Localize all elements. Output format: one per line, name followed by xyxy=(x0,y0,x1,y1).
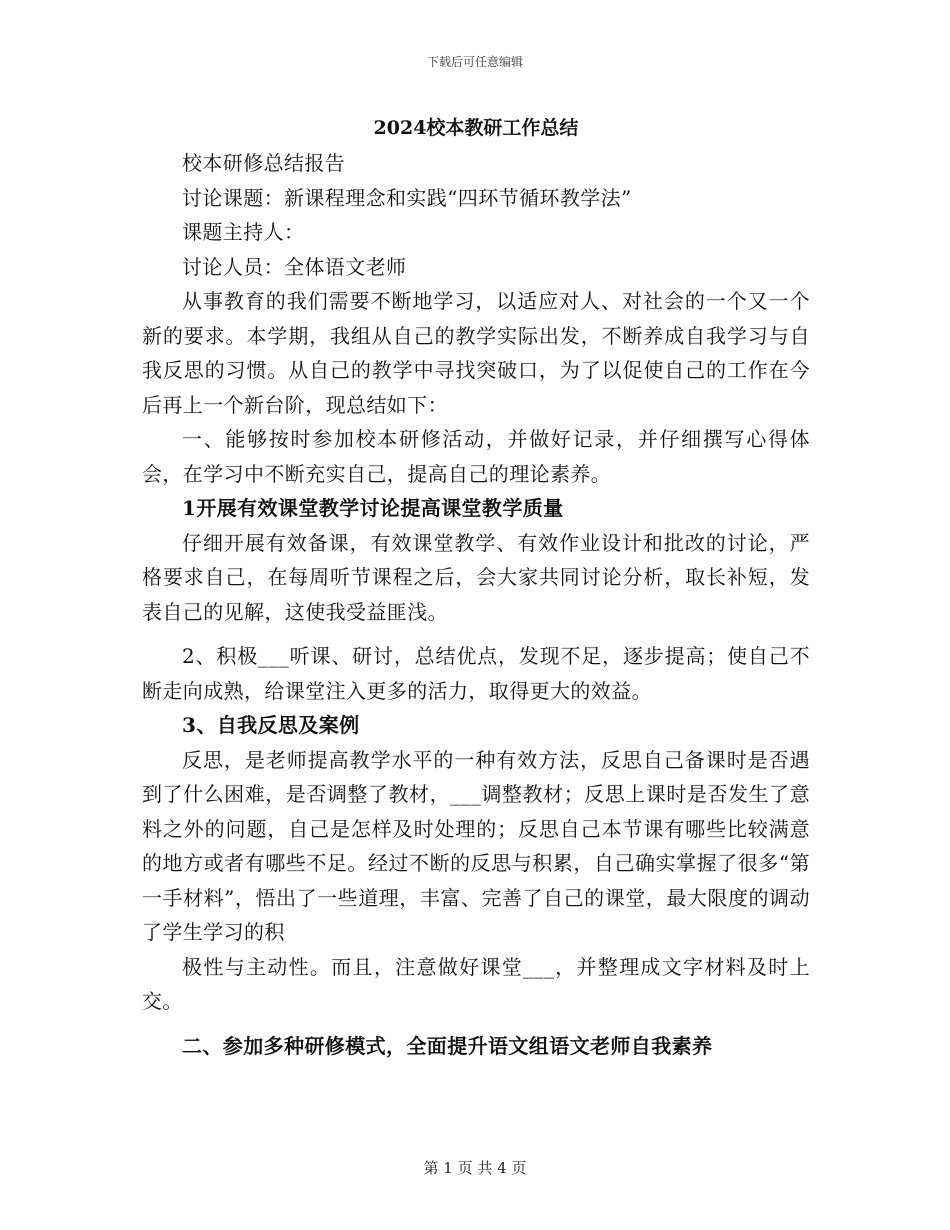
spacer xyxy=(142,629,810,639)
reflection-continued-paragraph: 极性与主动性。而且，注意做好课堂___，并整理成文字材料及时上交。 xyxy=(142,954,810,1013)
topic-host: 课题主持人： xyxy=(182,220,305,244)
subheading-3: 3、自我反思及案例 xyxy=(182,713,360,737)
item-2-paragraph: 2、积极___听课、研讨，总结优点，发现不足，逐步提高；使自己不断走向成熟，给课堂注入更多的活力，取得更大的效益。 xyxy=(142,644,810,703)
report-subtitle: 校本研修总结报告 xyxy=(182,151,346,175)
subheading-1: 1开展有效课堂教学讨论提高课堂教学质量 xyxy=(182,496,564,520)
spacer xyxy=(142,1019,810,1029)
section-one-paragraph: 一、能够按时参加校本研修活动，并做好记录，并仔细撰写心得体会，在学习中不断充实自己，提高自己的理论素养。 xyxy=(142,427,810,486)
research-topic: 讨论课题：新课程理念和实践“四环节循环教学法” xyxy=(182,185,632,210)
page-header-note: 下载后可任意编辑 xyxy=(426,55,523,69)
document-title: 2024校本教研工作总结 xyxy=(373,117,579,139)
intro-paragraph: 从事教育的我们需要不断地学习，以适应对人、对社会的一个又一个新的要求。本学期，我组从自己的教学实际出发，不断养成自我学习与自我反思的习惯。从自己的教学中寻找突破口，为了以促使自己的工作在今后再上一个新台阶，现总结如下： xyxy=(142,289,810,417)
effective-lesson-paragraph: 仔细开展有效备课，有效课堂教学、有效作业设计和批改的讨论，严格要求自己，在每周听节课程之后，会大家共同讨论分析，取长补短，发表自己的见解，这使我受益匪浅。 xyxy=(142,530,810,624)
participants: 讨论人员：全体语文老师 xyxy=(182,254,407,279)
reflection-paragraph: 反思，是老师提高教学水平的一种有效方法，反思自己备课时是否遇到了什么困难，是否调整了教材，___调整教材；反思上课时是否发生了意料之外的问题，自己是怎样及时处理的；反思自己本节课有哪些比较满意的地方或者有哪些不足。经过不断的反思与积累，自己确实掌握了很多“第一手材料”，悟出了一些道理，丰富、完善了自己的课堂，最大限度的调动了学生学习的积 xyxy=(142,747,810,944)
section-two-heading: 二、参加多种研修模式，全面提升语文组语文老师自我素养 xyxy=(182,1033,713,1058)
document-body xyxy=(142,110,810,1063)
page-footer: 第 1 页 共 4 页 xyxy=(423,1159,527,1177)
